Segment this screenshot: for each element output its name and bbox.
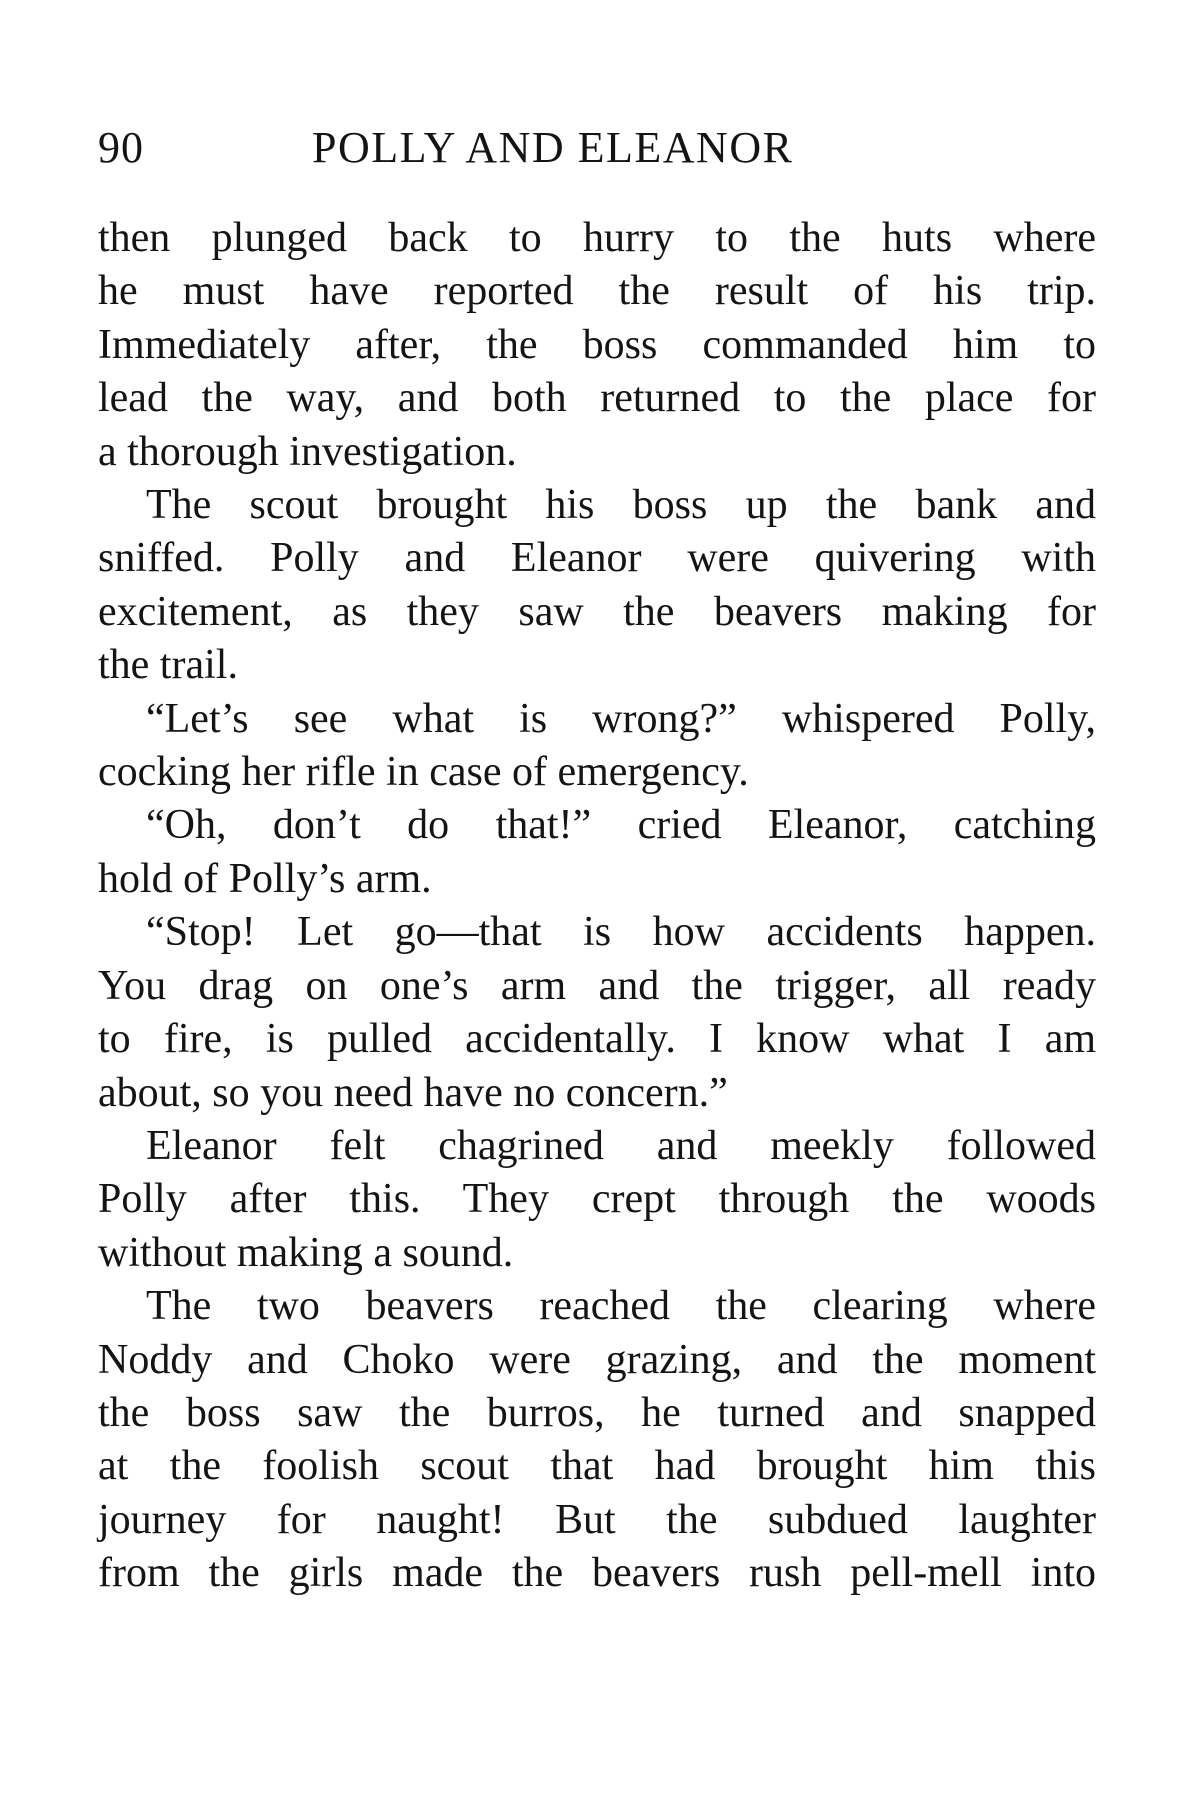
paragraph [98,693,1096,800]
paragraph [98,1120,1096,1280]
text-line: to fire, is pulled accidentally. I know what I am [98,1016,1096,1063]
text-line: he must have reported the result of his trip. [98,268,1096,315]
text-line: without making a sound. [98,1229,514,1276]
text-line: The two beavers reached the clearing where [146,1283,1096,1330]
text-line: journey for naught! But the subdued laughter [98,1496,1096,1543]
text-line: the trail. [98,642,238,689]
running-head [98,118,1098,178]
paragraph [98,1280,1096,1600]
text-line: “Stop! Let go—that is how accidents happen. [146,909,1096,956]
body-text [98,212,1096,1601]
text-line: at the foolish scout that had brought him this [98,1443,1096,1490]
text-line: the boss saw the burros, he turned and snapped [98,1389,1096,1436]
text-line: Immediately after, the boss commanded him to [98,321,1096,368]
paragraph [98,799,1096,906]
text-line: from the girls made the beavers rush pell-mell into [98,1550,1096,1597]
text-line: Polly after this. They crept through the woods [98,1176,1096,1223]
text-line: The scout brought his boss up the bank and [146,482,1096,529]
text-line: Noddy and Choko were grazing, and the moment [98,1336,1096,1383]
text-line: a thorough investigation. [98,428,517,475]
text-line: hold of Polly’s arm. [98,855,432,902]
text-line: sniffed. Polly and Eleanor were quivering with [98,535,1096,582]
text-line: You drag on one’s arm and the trigger, all ready [98,962,1096,1009]
text-line: Eleanor felt chagrined and meekly followed [146,1122,1096,1169]
paragraph [98,212,1096,479]
text-line: “Oh, don’t do that!” cried Eleanor, catching [146,802,1096,849]
text-line: excitement, as they saw the beavers making for [98,588,1096,635]
text-line: “Let’s see what is wrong?” whispered Polly, [146,695,1096,742]
text-line: about, so you need have no concern.” [98,1069,728,1116]
text-line: cocking her rifle in case of emergency. [98,749,749,796]
book-title: POLLY AND ELEANOR [312,123,794,172]
paragraph [98,479,1096,693]
page-number: 90 [98,123,144,172]
text-line: then plunged back to hurry to the huts where [98,215,1096,261]
text-line: lead the way, and both returned to the place for [98,375,1096,422]
paragraph [98,906,1096,1120]
